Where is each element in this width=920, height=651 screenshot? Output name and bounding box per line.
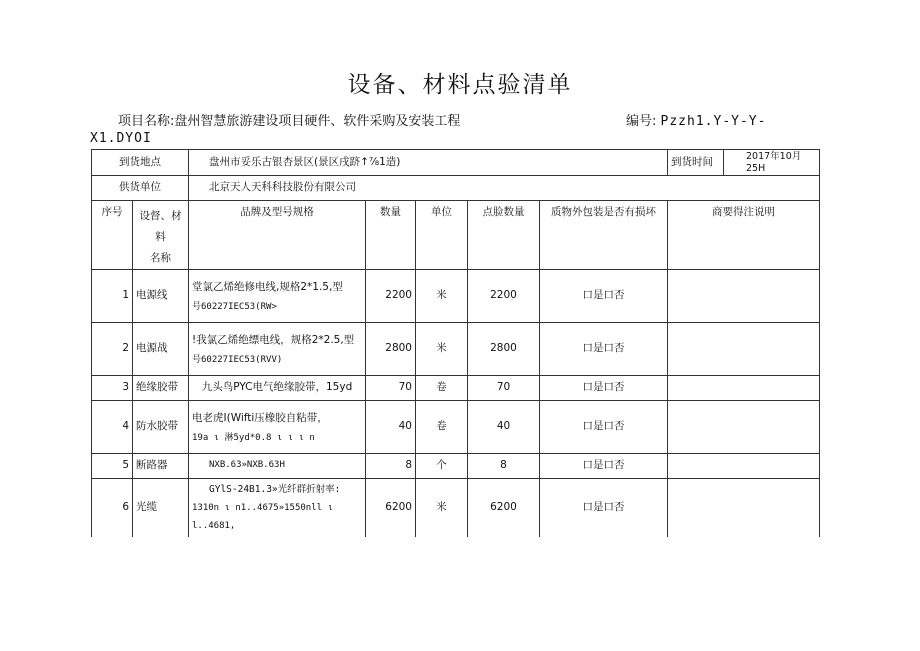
supplier-value: 北京天人天科科技股份有限公司 <box>189 176 820 201</box>
col-spec: 品牌及型号规格 <box>189 201 366 270</box>
row-damage: 口是口否 <box>540 454 668 479</box>
row-checked: 70 <box>468 376 540 401</box>
row-spec: 九头鸟PYC电气绝缘胶带，15yd <box>189 376 366 401</box>
row-seq: 2 <box>92 323 133 376</box>
code-value-part1: Pzzh1.Y-Y-Y- <box>660 114 767 129</box>
row-remark <box>668 323 820 376</box>
row-unit: 米 <box>416 270 468 323</box>
row-checked: 2200 <box>468 270 540 323</box>
supplier-row <box>92 176 820 201</box>
row-qty: 70 <box>366 376 416 401</box>
row-checked: 8 <box>468 454 540 479</box>
project-label: 项目名称: <box>118 114 175 129</box>
table-row <box>92 454 820 479</box>
row-damage: 口是口否 <box>540 323 668 376</box>
row-seq: 4 <box>92 401 133 454</box>
row-spec: GYlS-24B1.3»光纤群折射率: 1310n ι n1..4675»1550nll ι l..4681, <box>189 479 366 537</box>
table-row <box>92 479 820 537</box>
row-spec: 电老虎I(Wifti压橡胶自粘带， 19a ι 淋5yd*0.8 ι ι ι n <box>189 401 366 454</box>
row-qty: 6200 <box>366 479 416 537</box>
col-unit: 单位 <box>416 201 468 270</box>
code-line <box>626 110 766 129</box>
col-damage: 质物外包装是否有损坏 <box>540 201 668 270</box>
row-damage: 口是口否 <box>540 479 668 537</box>
row-name: 电源线 <box>133 270 189 323</box>
column-header-row <box>92 201 820 270</box>
row-damage: 口是口否 <box>540 376 668 401</box>
row-seq: 6 <box>92 479 133 537</box>
row-qty: 40 <box>366 401 416 454</box>
row-remark <box>668 376 820 401</box>
arrival-time-label: 到货时间 <box>668 150 724 175</box>
table-row <box>92 401 820 454</box>
table-row <box>92 376 820 401</box>
col-checked: 点脸数量 <box>468 201 540 270</box>
arrival-place-value: 盘州市妥乐古银杏景区(景区戌跻↑⅞1造) <box>189 150 668 176</box>
table-row <box>92 270 820 323</box>
col-remark: 商要得注说明 <box>668 201 820 270</box>
code-label: 编号: <box>626 114 657 129</box>
page-title: 设备、材料点验清单 <box>347 72 573 98</box>
row-unit: 卷 <box>416 401 468 454</box>
row-checked: 6200 <box>468 479 540 537</box>
row-name: 电源战 <box>133 323 189 376</box>
row-unit: 个 <box>416 454 468 479</box>
table-row <box>92 323 820 376</box>
row-remark <box>668 401 820 454</box>
row-qty: 2800 <box>366 323 416 376</box>
row-qty: 2200 <box>366 270 416 323</box>
row-remark <box>668 454 820 479</box>
col-qty: 数量 <box>366 201 416 270</box>
arrival-time-cell <box>668 150 820 176</box>
code-value-part2: X1.DYOI <box>90 131 152 146</box>
row-seq: 1 <box>92 270 133 323</box>
row-seq: 3 <box>92 376 133 401</box>
row-name: 防水胶带 <box>133 401 189 454</box>
row-unit: 卷 <box>416 376 468 401</box>
row-name: 断路器 <box>133 454 189 479</box>
arrival-row <box>92 150 820 176</box>
row-qty: 8 <box>366 454 416 479</box>
row-seq: 5 <box>92 454 133 479</box>
project-name: 盘州智慧旅游建设项目硬件、软件采购及安装工程 <box>174 114 461 129</box>
row-unit: 米 <box>416 479 468 537</box>
row-checked: 40 <box>468 401 540 454</box>
row-spec: !我氯乙烯绝缥电线，规格2*2.5,型 号60227IEC53(RVV) <box>189 323 366 376</box>
row-unit: 米 <box>416 323 468 376</box>
row-spec: 堂氯乙烯绝修电线,规格2*1.5,型 号60227IEC53(RW> <box>189 270 366 323</box>
col-seq: 序号 <box>92 201 133 270</box>
arrival-time-value: 2017年10月25H <box>746 150 802 174</box>
row-name: 绝缘胶带 <box>133 376 189 401</box>
row-checked: 2800 <box>468 323 540 376</box>
row-remark <box>668 479 820 537</box>
row-spec: NXB.63»NXB.63H <box>189 454 366 479</box>
inspection-table <box>91 149 820 537</box>
arrival-place-label: 到货地点 <box>92 150 189 176</box>
supplier-label: 供货单位 <box>92 176 189 201</box>
project-line <box>118 110 460 129</box>
row-damage: 口是口否 <box>540 270 668 323</box>
row-name: 光缆 <box>133 479 189 537</box>
col-name: 设督、材料 名称 <box>133 201 189 270</box>
row-remark <box>668 270 820 323</box>
row-damage: 口是口否 <box>540 401 668 454</box>
